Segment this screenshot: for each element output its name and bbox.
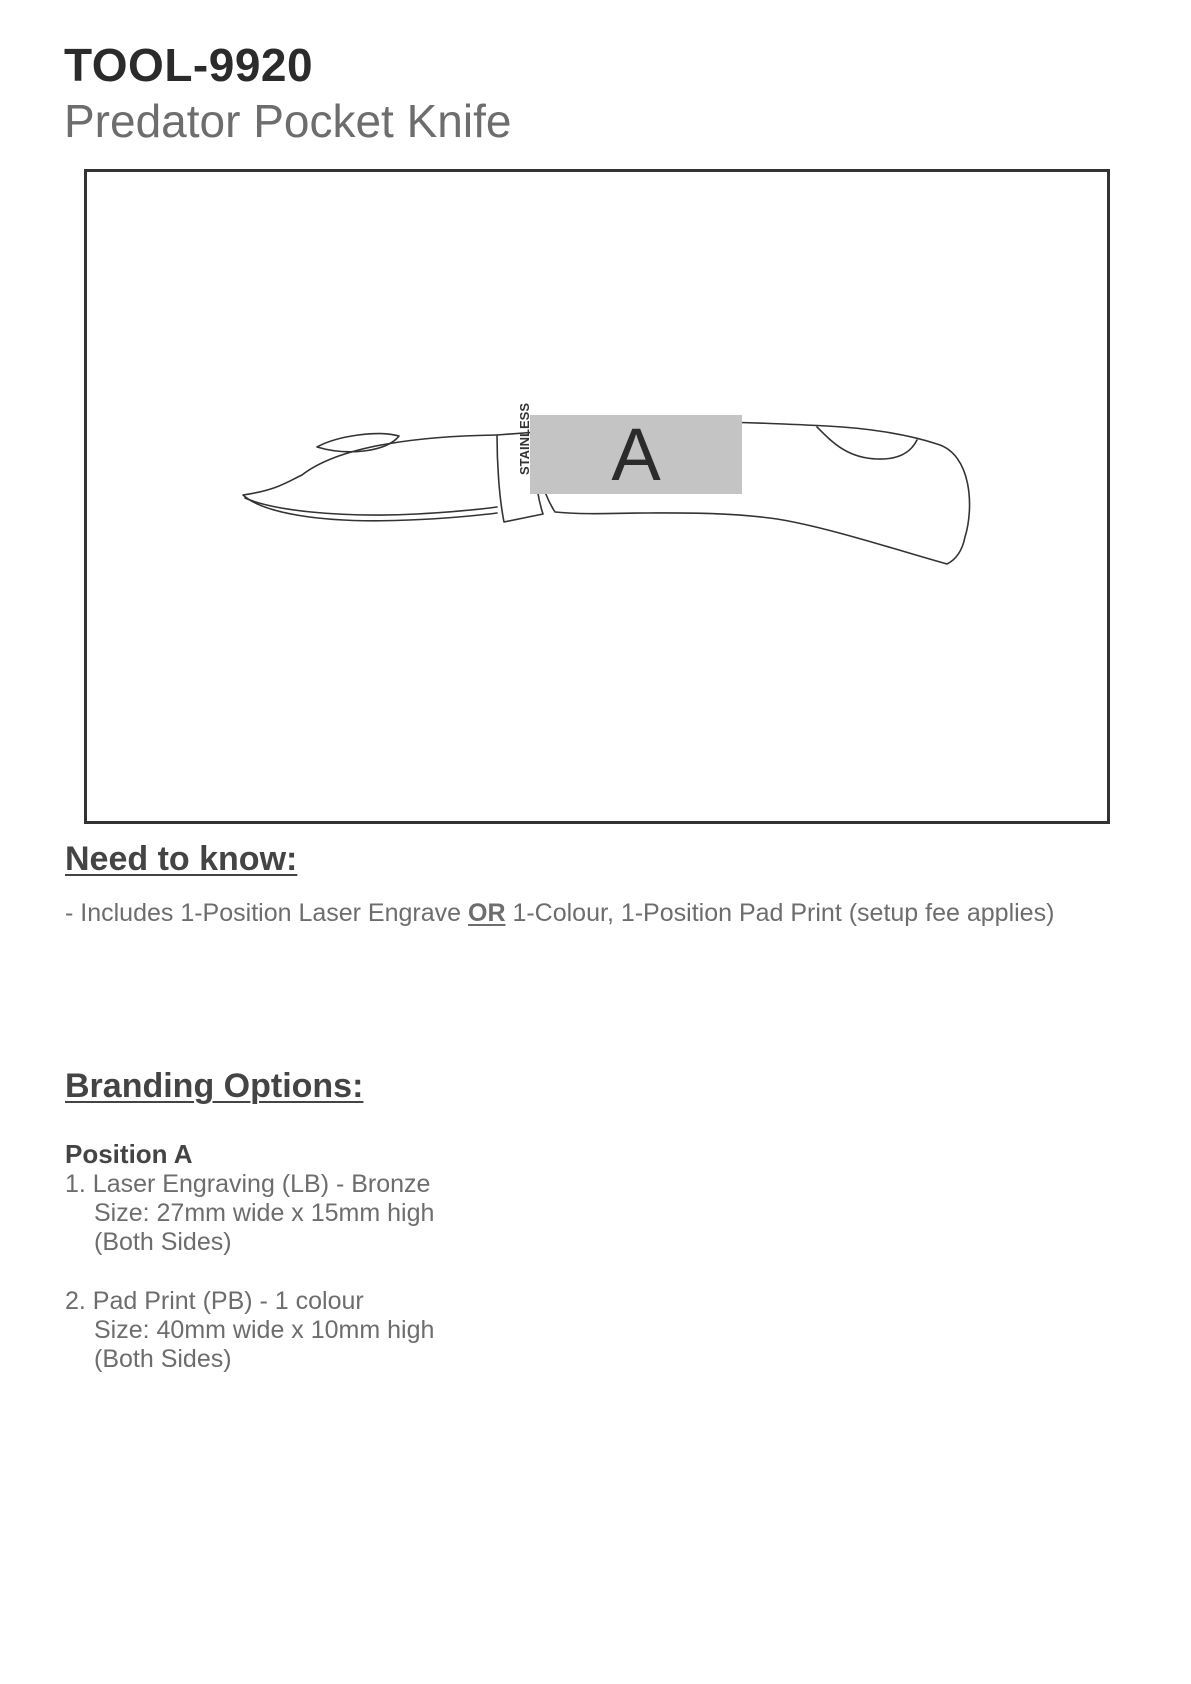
product-name: Predator Pocket Knife	[64, 95, 512, 147]
branding-option	[65, 1170, 434, 1257]
option-size: Size: 27mm wide x 15mm high	[94, 1199, 435, 1227]
option-title: 1. Laser Engraving (LB) - Bronze	[65, 1170, 431, 1198]
branding-options-heading: Branding Options:	[65, 1067, 364, 1105]
need-to-know-note	[65, 901, 1054, 926]
position-a-label: A	[611, 413, 661, 496]
need-to-know-heading: Need to know:	[65, 840, 298, 878]
position-a-title: Position A	[65, 1139, 193, 1169]
note-prefix: - Includes 1-Position Laser Engrave	[65, 899, 468, 927]
stainless-stamp: STAINLESS	[517, 403, 532, 475]
note-or: OR	[468, 899, 506, 927]
product-illustration-frame	[84, 169, 1110, 824]
option-size: Size: 40mm wide x 10mm high	[94, 1316, 435, 1344]
product-code: TOOL-9920	[64, 39, 314, 91]
option-sides: (Both Sides)	[94, 1228, 232, 1256]
knife-illustration	[87, 172, 1107, 821]
note-suffix: 1-Colour, 1-Position Pad Print (setup fee applies)	[505, 899, 1055, 927]
option-title: 2. Pad Print (PB) - 1 colour	[65, 1287, 364, 1315]
branding-option	[65, 1287, 434, 1374]
option-sides: (Both Sides)	[94, 1345, 232, 1373]
